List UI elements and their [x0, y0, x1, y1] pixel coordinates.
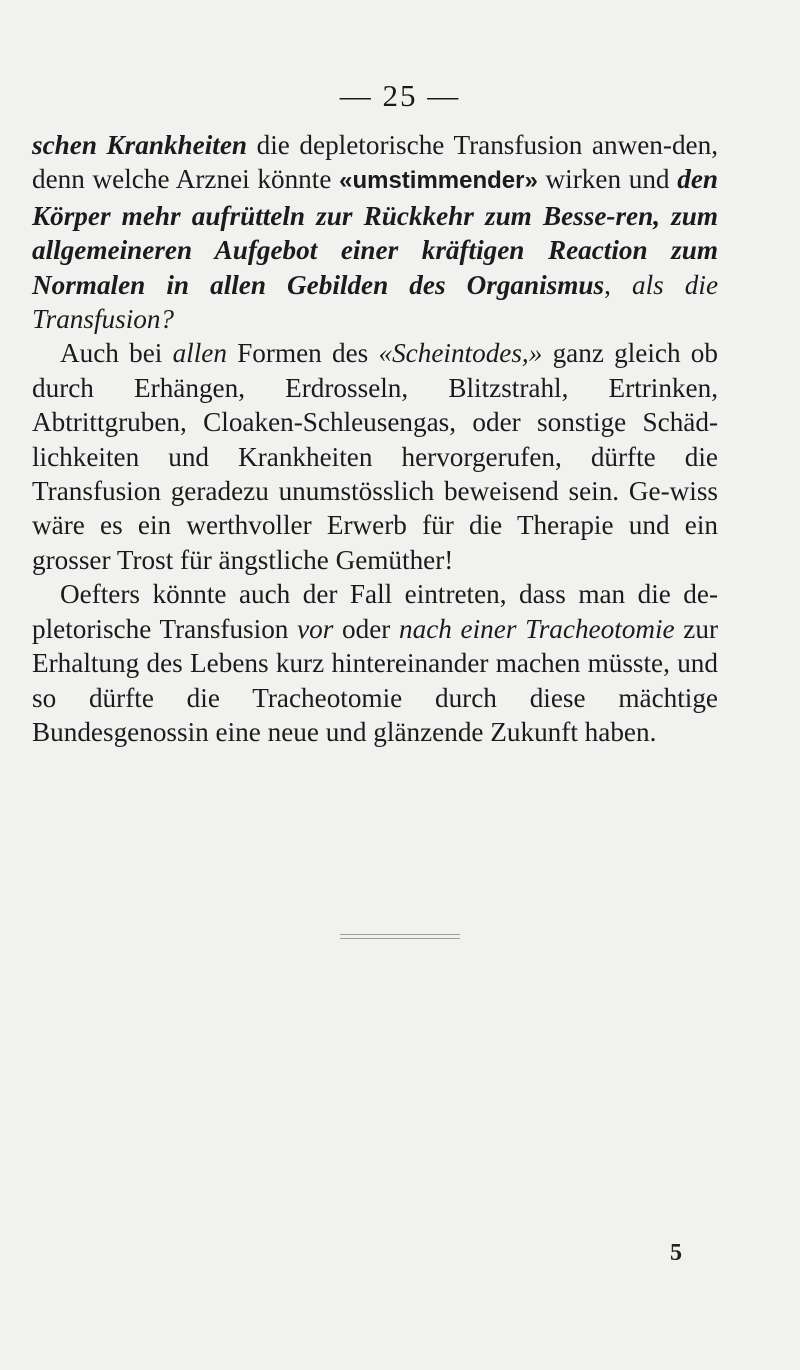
- paragraph-2-span-2: allen: [172, 338, 227, 369]
- show-through-rule: [340, 934, 460, 935]
- body-text: [32, 128, 718, 749]
- paragraph-2-span-3: Formen des: [226, 338, 379, 369]
- paragraph-1-span-3: «umstimmender»: [339, 167, 538, 195]
- paragraph-3-span-1: Oefters könnte auch der Fall eintreten, dass man die de-pletorische Transfusion: [32, 579, 718, 644]
- signature-mark: 5: [670, 1240, 682, 1266]
- paragraph-1: [32, 128, 718, 336]
- paragraph-2: [32, 336, 718, 577]
- paragraph-3-span-2: vor: [297, 613, 334, 644]
- paragraph-2-span-5: ganz gleich ob durch Erhängen, Erdrosseln, Blitzstrahl, Ertrinken, Abtrittgruben, Cloaken-Schleusengas, oder sonstige Schäd-lichkeiten und Krankheiten hervorgerufen, dürfte die Transfusion geradezu unumstösslich beweisend sein. Ge-wiss wäre es ein werthvoller Erwerb für die Therapie und ein grosser Trost für ängstliche Gemüther!: [32, 338, 718, 575]
- paragraph-1-span-7: als die Transfusion?: [32, 269, 719, 335]
- paragraph-3-span-5: zur Erhaltung des Lebens kurz hintereinander machen müsste, und so dürfte die Tracheotomie durch diese mächtige Bundesgenossin eine neue und glänzende Zukunft haben.: [32, 613, 719, 747]
- paragraph-2-span-4: «Scheintodes,»: [378, 338, 543, 369]
- paragraph-2-span-1: Auch bei: [60, 338, 173, 369]
- paragraph-1-span-6: ,: [604, 269, 632, 300]
- paragraph-3: [32, 577, 718, 749]
- paragraph-1-span-5: den Körper mehr aufrütteln zur Rückkehr zum Besse-ren, zum allgemeineren Aufgebot einer kräftigen Reaction zum Normalen in allen Gebilden des Organismus: [32, 164, 718, 300]
- paragraph-3-span-4: nach einer Tracheotomie: [399, 613, 675, 644]
- show-through-rule: [340, 938, 460, 939]
- paragraph-3-span-3: oder: [333, 613, 400, 644]
- paragraph-1-span-4: wirken und: [537, 164, 678, 195]
- page-number: — 25 —: [339, 78, 461, 113]
- paragraph-1-span-2: die depletorische Transfusion anwen-den, denn welche Arznei könnte: [32, 130, 718, 195]
- paragraph-1-span-1: schen Krankheiten: [32, 130, 248, 160]
